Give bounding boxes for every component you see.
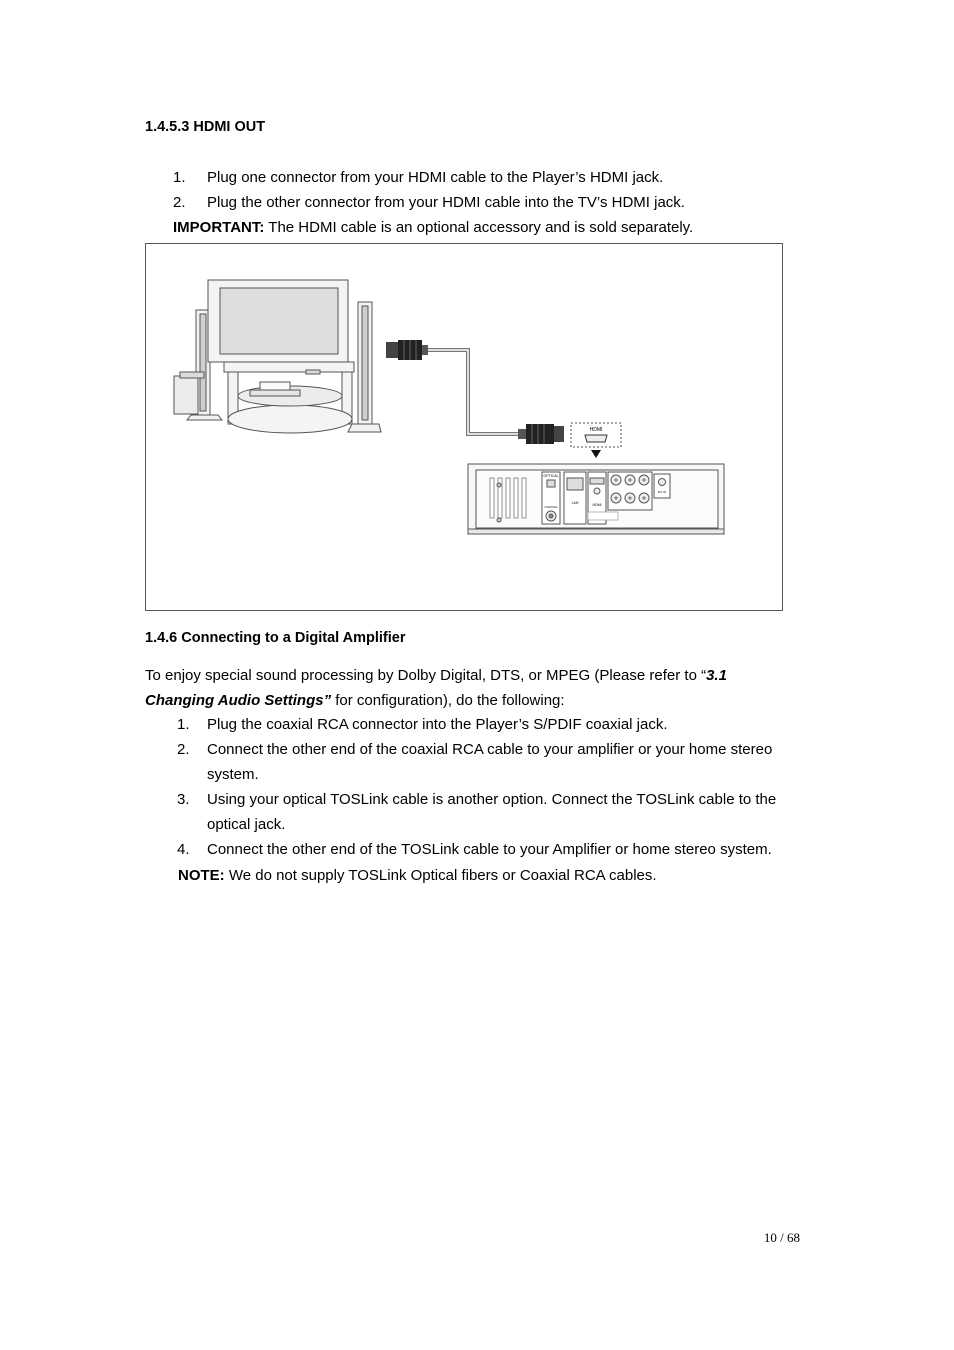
note-label: NOTE: <box>178 867 225 884</box>
important-label: IMPORTANT: <box>173 219 265 236</box>
list-item <box>173 190 813 215</box>
lan-port-label: LAN <box>571 501 579 505</box>
list-number: 1. <box>173 169 186 186</box>
list-text: Plug the coaxial RCA connector into the Player’s S/PDIF coaxial jack. <box>207 716 668 733</box>
list-number: 2. <box>173 194 186 211</box>
power-port-label: DC IN <box>657 490 667 494</box>
note-text: We do not supply TOSLink Optical fibers or Coaxial RCA cables. <box>224 867 657 884</box>
page-number: 10 / 68 <box>763 1230 800 1245</box>
player-rear-panel-icon <box>468 464 724 534</box>
section-heading-digital-amplifier: 1.4.6 Connecting to a Digital Amplifier <box>145 630 406 646</box>
important-text: The HDMI cable is an optional accessory and is sold separately. <box>264 219 694 236</box>
tv-stand-icon <box>224 362 354 433</box>
intro-reference-continued: Changing Audio Settings” <box>145 692 332 709</box>
list-number: 3. <box>177 791 190 808</box>
list-item <box>177 712 817 737</box>
hdmi-plug-icon <box>386 340 428 360</box>
list-item <box>177 837 817 862</box>
hdmi-plug-icon <box>518 424 564 444</box>
list-text-continued: system. <box>207 766 259 783</box>
list-text-continued: optical jack. <box>207 816 286 833</box>
intro-text-part1: To enjoy special sound processing by Dolby Digital, DTS, or MPEG (Please refer to “ <box>145 667 707 684</box>
intro-paragraph <box>145 663 815 713</box>
list-text: Using your optical TOSLink cable is another option. Connect the TOSLink cable to the <box>207 791 777 808</box>
list-item <box>177 737 817 787</box>
optical-port-label: OPTICAL <box>543 474 559 478</box>
hdmi-port-label: HDMI <box>589 427 603 433</box>
intro-reference: 3.1 <box>706 667 727 684</box>
note <box>178 863 657 888</box>
list-item <box>173 165 813 190</box>
tv-icon <box>208 280 348 362</box>
list-number: 2. <box>177 741 190 758</box>
list-text: Connect the other end of the coaxial RCA cable to your amplifier or your home stereo <box>207 741 773 758</box>
hdmi-connection-illustration <box>146 244 784 612</box>
list-text: Plug the other connector from your HDMI cable into the TV’s HDMI jack. <box>207 194 685 211</box>
intro-text-part2: for configuration), do the following: <box>331 692 565 709</box>
list-number: 1. <box>177 716 190 733</box>
coaxial-port-label: COAXIAL <box>544 505 558 509</box>
section-heading-hdmi-out: 1.4.5.3 HDMI OUT <box>145 119 266 135</box>
list-number: 4. <box>177 841 190 858</box>
list-item <box>177 787 817 837</box>
hdmi-cable-icon <box>426 350 526 434</box>
list-text: Plug one connector from your HDMI cable to the Player’s HDMI jack. <box>207 169 664 186</box>
hdmi-connection-figure <box>145 243 783 611</box>
hdmi-port-callout <box>571 423 621 447</box>
arrow-down-icon <box>591 450 601 458</box>
list-text: Connect the other end of the TOSLink cable to your Amplifier or home stereo system. <box>207 841 772 858</box>
hdmi-panel-label: HDMI <box>592 503 602 507</box>
important-note <box>173 215 693 240</box>
